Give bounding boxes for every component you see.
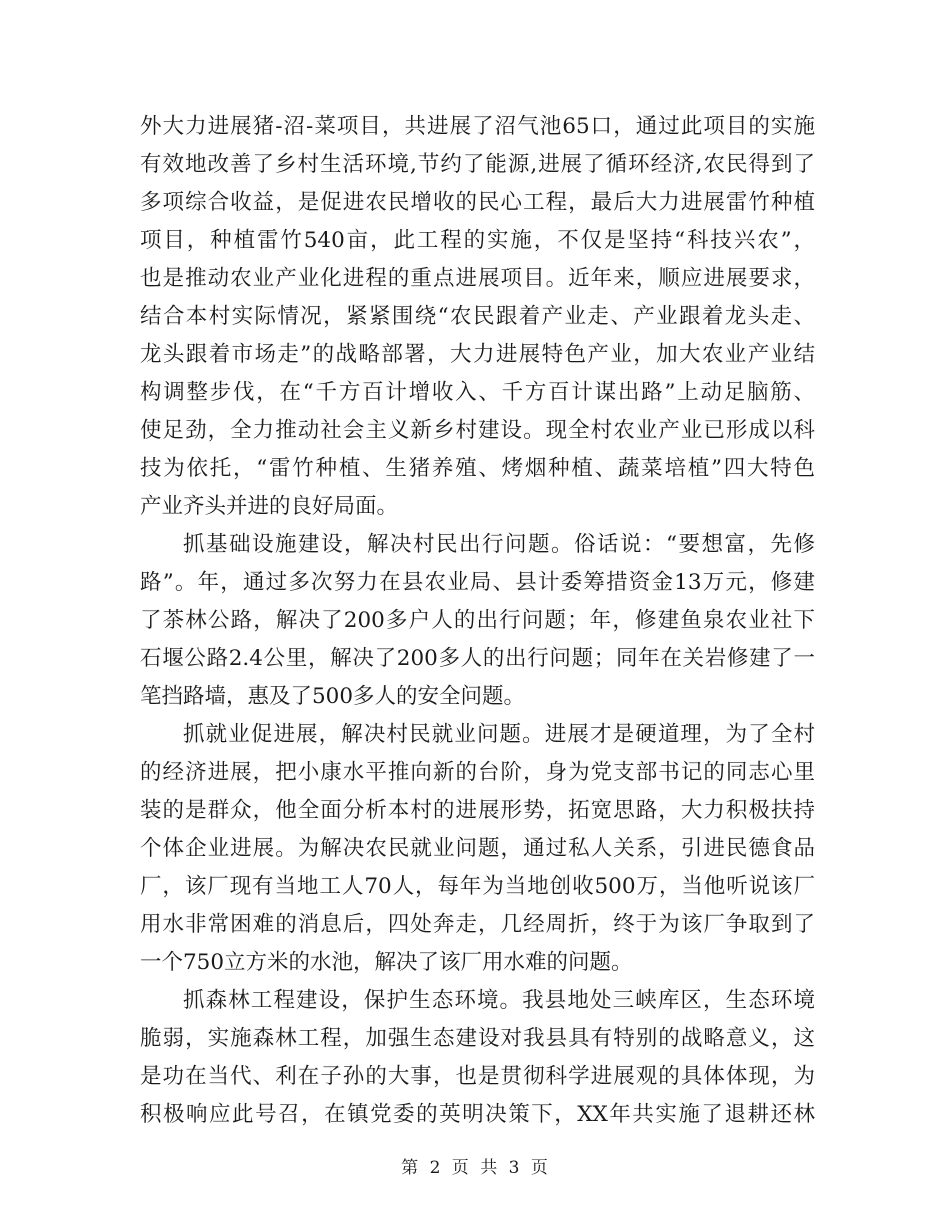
text-line: 抓基础设施建设，解决村民出行问题。俗话说：“要想富，先修 — [183, 532, 815, 557]
text-line: 产业齐头并进的良好局面。 — [140, 494, 399, 519]
text-line: 结合本村实际情况，紧紧围绕“农民跟着产业走、产业跟着龙头走、 — [140, 304, 815, 329]
text-line: 外大力进展猪-沼-菜项目，共进展了沼气池65口，通过此项目的实施 — [140, 114, 815, 139]
text-line: 技为依托，“雷竹种植、生猪养殖、烤烟种植、蔬菜培植”四大特色 — [140, 456, 815, 481]
paragraph — [140, 108, 815, 526]
text-line: 一个750立方米的水池，解决了该厂用水难的问题。 — [140, 950, 633, 975]
document-body — [140, 108, 815, 1134]
text-line: 的经济进展，把小康水平推向新的台阶，身为党支部书记的同志心里 — [140, 760, 815, 785]
text-line: 也是推动农业产业化进程的重点进展项目。近年来，顺应进展要求， — [140, 266, 815, 291]
text-line: 装的是群众，他全面分析本村的进展形势，拓宽思路，大力积极扶持 — [140, 798, 815, 823]
text-line: 积极响应此号召，在镇党委的英明决策下，XX年共实施了退耕还林 — [140, 1102, 815, 1127]
text-line: 抓就业促进展，解决村民就业问题。进展才是硬道理，为了全村 — [183, 722, 815, 747]
text-line: 路”。年，通过多次努力在县农业局、县计委筹措资金13万元，修建 — [140, 570, 815, 595]
text-line: 龙头跟着市场走”的战略部署，大力进展特色产业，加大农业产业结 — [140, 342, 815, 367]
text-line: 了茶林公路，解决了200多户人的出行问题；年，修建鱼泉农业社下 — [140, 608, 815, 633]
paragraph — [140, 526, 815, 716]
text-line: 笔挡路墙，惠及了500多人的安全问题。 — [140, 684, 526, 709]
text-line: 脆弱，实施森林工程，加强生态建设对我县具有特别的战略意义，这 — [140, 1026, 815, 1051]
text-line: 使足劲，全力推动社会主义新乡村建设。现全村农业产业已形成以科 — [140, 418, 815, 443]
text-line: 厂，该厂现有当地工人70人，每年为当地创收500万，当他听说该厂 — [140, 874, 815, 899]
paragraph — [140, 716, 815, 982]
text-line: 构调整步伐，在“千方百计增收入、千方百计谋出路”上动足脑筋、 — [140, 380, 815, 405]
paragraph — [140, 982, 815, 1134]
text-line: 多项综合收益，是促进农民增收的民心工程，最后大力进展雷竹种植 — [140, 190, 815, 215]
text-line: 是功在当代、利在子孙的大事，也是贯彻科学进展观的具体体现，为 — [140, 1064, 815, 1089]
page-footer: 第 2 页 共 3 页 — [401, 1158, 549, 1178]
text-line: 有效地改善了乡村生活环境,节约了能源,进展了循环经济,农民得到了 — [140, 152, 815, 177]
text-line: 用水非常困难的消息后，四处奔走，几经周折，终于为该厂争取到了 — [140, 912, 815, 937]
text-line: 抓森林工程建设，保护生态环境。我县地处三峡库区，生态环境 — [183, 988, 815, 1013]
text-line: 石堰公路2.4公里，解决了200多人的出行问题；同年在关岩修建了一 — [140, 646, 815, 671]
text-line: 项目，种植雷竹540亩，此工程的实施，不仅是坚持“科技兴农”， — [140, 228, 815, 253]
text-line: 个体企业进展。为解决农民就业问题，通过私人关系，引进民德食品 — [140, 836, 815, 861]
